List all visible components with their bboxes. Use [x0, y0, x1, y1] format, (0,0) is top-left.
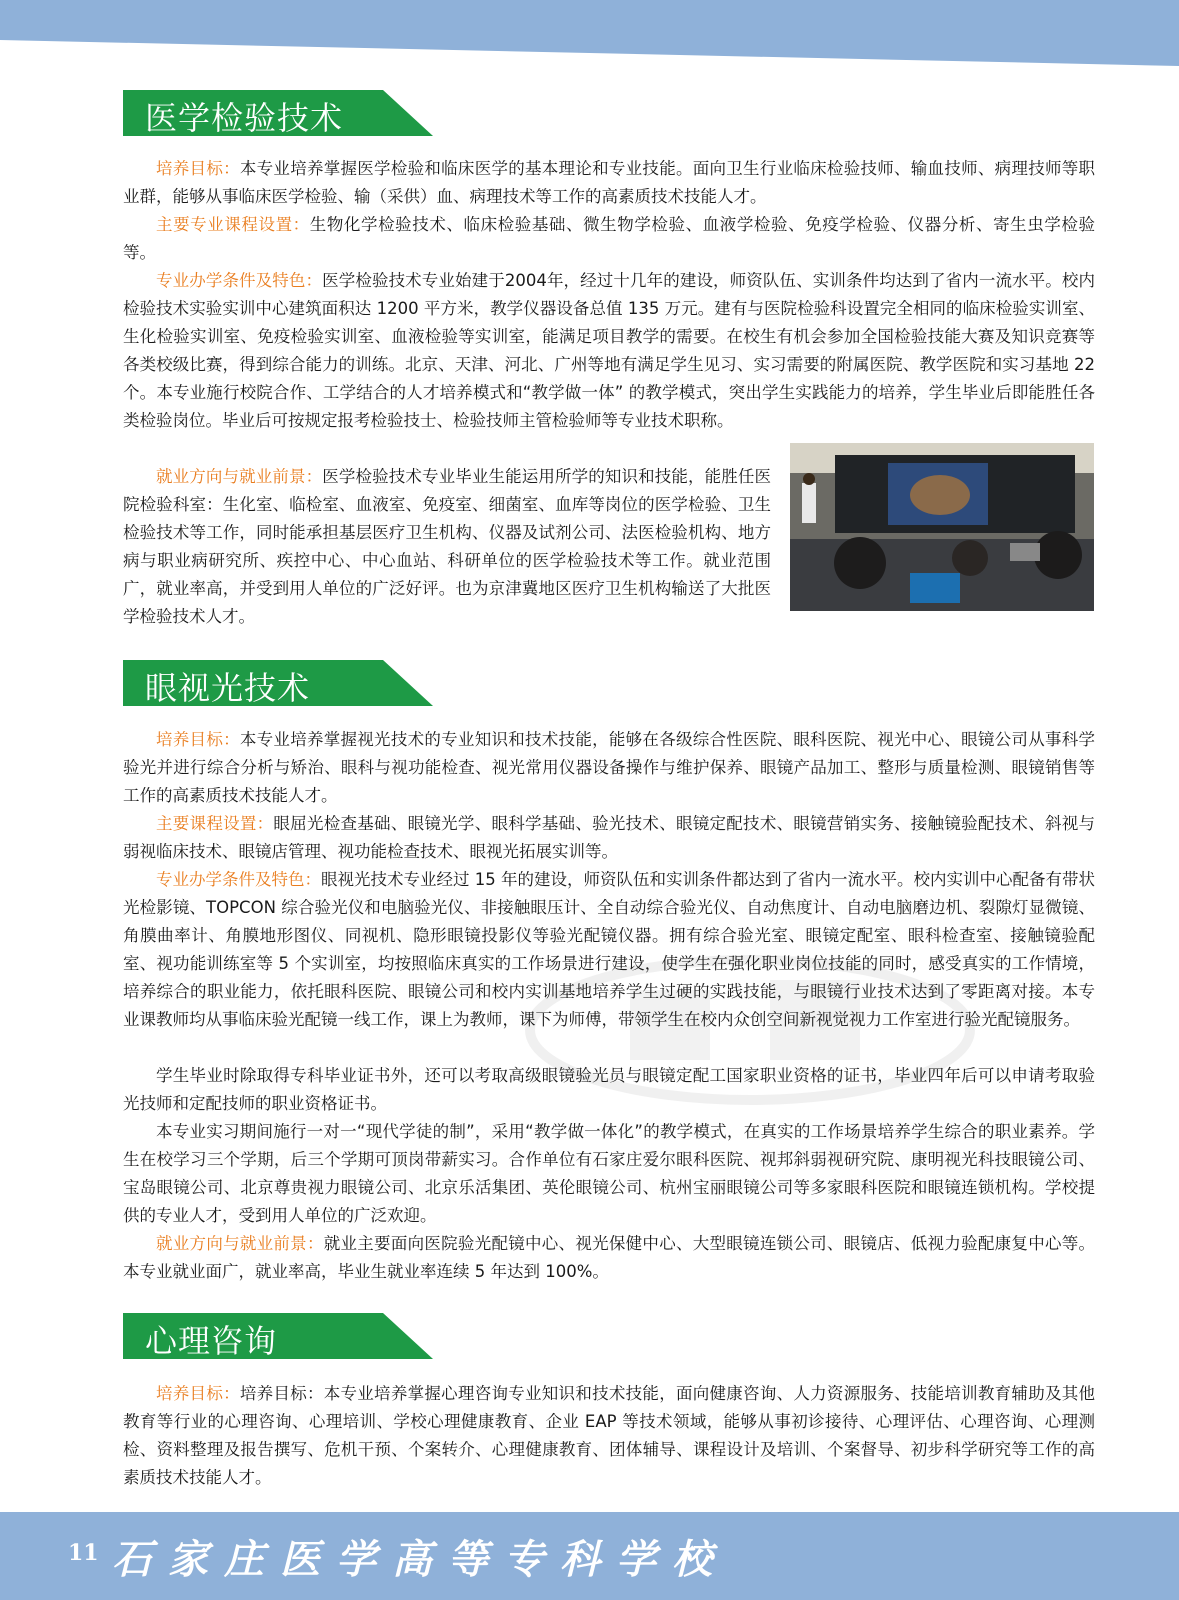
- paragraph-text: 学生毕业时除取得专科毕业证书外，还可以考取高级眼镜验光员与眼镜定配工国家职业资格的证书，毕业四年后可以申请考取验光技师和定配技师的职业资格证书。: [123, 1066, 1095, 1113]
- paragraph-text: 生物化学检验技术、临床检验基础、微生物学检验、血液学检验、免疫学检验、仪器分析、寄生虫学检验等。: [123, 215, 1096, 262]
- paragraph-label: 主要课程设置：: [156, 814, 274, 833]
- paragraph: [123, 211, 1095, 267]
- page-number: 11: [68, 1540, 99, 1566]
- paragraph-label: 就业方向与就业前景：: [156, 1234, 324, 1253]
- paragraph-text: 眼视光技术专业经过 15 年的建设，师资队伍和实训条件都达到了省内一流水平。校内实训中心配备有带状光检影镜、TOPCON 综合验光仪和电脑验光仪、非接触眼压计、全自动综合验光仪、自动焦度计、自动电脑磨边机、裂隙灯显微镜、角膜曲率计、角膜地形图仪、同视机、隐形眼镜投影仪等验光配镜仪器。拥有综合验光室、眼镜定配室、眼科检查室、接触镜验配室、视功能训练室等 5 个实训室，均按照临床真实的工作场景进行建设，使学生在强化职业岗位技能的同时，感受真实的工作情境，培养综合的职业能力，依托眼科医院、眼镜公司和校内实训基地培养学生过硬的实践技能，与眼镜行业技术达到了零距离对接。本专业课教师均从事临床验光配镜一线工作，课上为教师，课下为师傅，带领学生在校内众创空间新视觉视力工作室进行验光配镜服务。: [123, 870, 1095, 1029]
- paragraph-text: 本专业实习期间施行一对一“现代学徒的制”，采用“教学做一体化”的教学模式，在真实的工作场景培养学生综合的职业素养。学生在校学习三个学期，后三个学期可顶岗带薪实习。合作单位有石家庄爱尔眼科医院、视邦斜弱视研究院、康明视光科技眼镜公司、宝岛眼镜公司、北京尊贵视力眼镜公司、北京乐活集团、英伦眼镜公司、杭州宝丽眼镜公司等多家眼科医院和眼镜连锁机构。学校提供的专业人才，受到用人单位的广泛欢迎。: [123, 1122, 1095, 1225]
- paragraph: [123, 1230, 1095, 1286]
- paragraph: [123, 463, 771, 631]
- paragraph: [123, 1118, 1095, 1230]
- school-name: 石家庄医学高等专科学校: [112, 1536, 728, 1583]
- section-title: 心理咨询: [145, 1322, 278, 1360]
- section-header-psychology: [123, 1313, 433, 1359]
- paragraph-text: 医学检验技术专业始建于2004年，经过十几年的建设，师资队伍、实训条件均达到了省内一流水平。校内检验技术实验实训中心建筑面积达 1200 平方米，教学仪器设备总值 135 万元。建有与医院检验科设置完全相同的临床检验实训室、生化检验实训室、免疫检验实训室、血液检验等实训室，能满足项目教学的需要。在校生有机会参加全国检验技能大赛及知识竞赛等各类校级比赛，得到综合能力的训练。北京、天津、河北、广州等地有满足学生见习、实习需要的附属医院、教学医院和实习基地 22 个。本专业施行校院合作、工学结合的人才培养模式和“教学做一体” 的教学模式，突出学生实践能力的培养，学生毕业后即能胜任各类检验岗位。毕业后可按规定报考检验技士、检验技师主管检验师等专业技术职称。: [123, 271, 1096, 430]
- paragraph: [123, 866, 1095, 1034]
- paragraph-text: 医学检验技术专业毕业生能运用所学的知识和技能，能胜任医院检验科室：生化室、临检室、血液室、免疫室、细菌室、血库等岗位的医学检验、卫生检验技术等工作，同时能承担基层医疗卫生机构、仪器及试剂公司、法医检验机构、地方病与职业病研究所、疾控中心、中心血站、科研单位的医学检验技术等工作。就业范围广，就业率高，并受到用人单位的广泛好评。也为京津冀地区医疗卫生机构输送了大批医学检验技术人才。: [123, 467, 771, 626]
- section-title: 医学检验技术: [145, 99, 344, 137]
- paragraph-label: 培养目标：: [156, 159, 240, 178]
- paragraph-label: 就业方向与就业前景：: [156, 467, 323, 486]
- paragraph: [123, 810, 1095, 866]
- top-band: [0, 0, 1179, 66]
- paragraph: [123, 267, 1095, 435]
- section-header-medical-lab: [123, 90, 433, 136]
- paragraph: [123, 1380, 1095, 1492]
- paragraph-label: 专业办学条件及特色：: [156, 271, 323, 290]
- section-title: 眼视光技术: [145, 669, 311, 707]
- paragraph-label: 专业办学条件及特色：: [156, 870, 321, 889]
- paragraph: [123, 726, 1095, 810]
- paragraph-text: 就业主要面向医院验光配镜中心、视光保健中心、大型眼镜连锁公司、眼镜店、低视力验配康复中心等。本专业就业面广，就业率高，毕业生就业率连续 5 年达到 100%。: [123, 1234, 1096, 1281]
- paragraph: [123, 1062, 1095, 1118]
- paragraph-text: 本专业培养掌握视光技术的专业知识和技术技能，能够在各级综合性医院、眼科医院、视光中心、眼镜公司从事科学验光并进行综合分析与矫治、眼科与视功能检查、视光常用仪器设备操作与维护保养、眼镜产品加工、整形与质量检测、眼镜销售等工作的高素质技术技能人才。: [123, 730, 1096, 805]
- paragraph-text: 培养目标：本专业培养掌握心理咨询专业知识和技术技能，面向健康咨询、人力资源服务、技能培训教育辅助及其他教育等行业的心理咨询、心理培训、学校心理健康教育、企业 EAP 等技术领域，能够从事初诊接待、心理评估、心理咨询、心理测检、资料整理及报告撰写、危机干预、个案转介、心理健康教育、团体辅导、课程设计及培训、个案督导、初步科学研究等工作的高素质技术技能人才。: [123, 1384, 1096, 1487]
- classroom-photo: [790, 443, 1094, 611]
- paragraph-text: 眼屈光检查基础、眼镜光学、眼科学基础、验光技术、眼镜定配技术、眼镜营销实务、接触镜验配技术、斜视与弱视临床技术、眼镜店管理、视功能检查技术、眼视光拓展实训等。: [123, 814, 1096, 861]
- section-header-optometry: [123, 660, 433, 706]
- paragraph-label: 培养目标：: [156, 730, 240, 749]
- paragraph: [123, 155, 1095, 211]
- paragraph-label: 主要专业课程设置：: [156, 215, 310, 234]
- paragraph-label: 培养目标：: [156, 1384, 240, 1403]
- paragraph-text: 本专业培养掌握医学检验和临床医学的基本理论和专业技能。面向卫生行业临床检验技师、输血技师、病理技师等职业群，能够从事临床医学检验、输（采供）血、病理技术等工作的高素质技术技能人才。: [123, 159, 1096, 206]
